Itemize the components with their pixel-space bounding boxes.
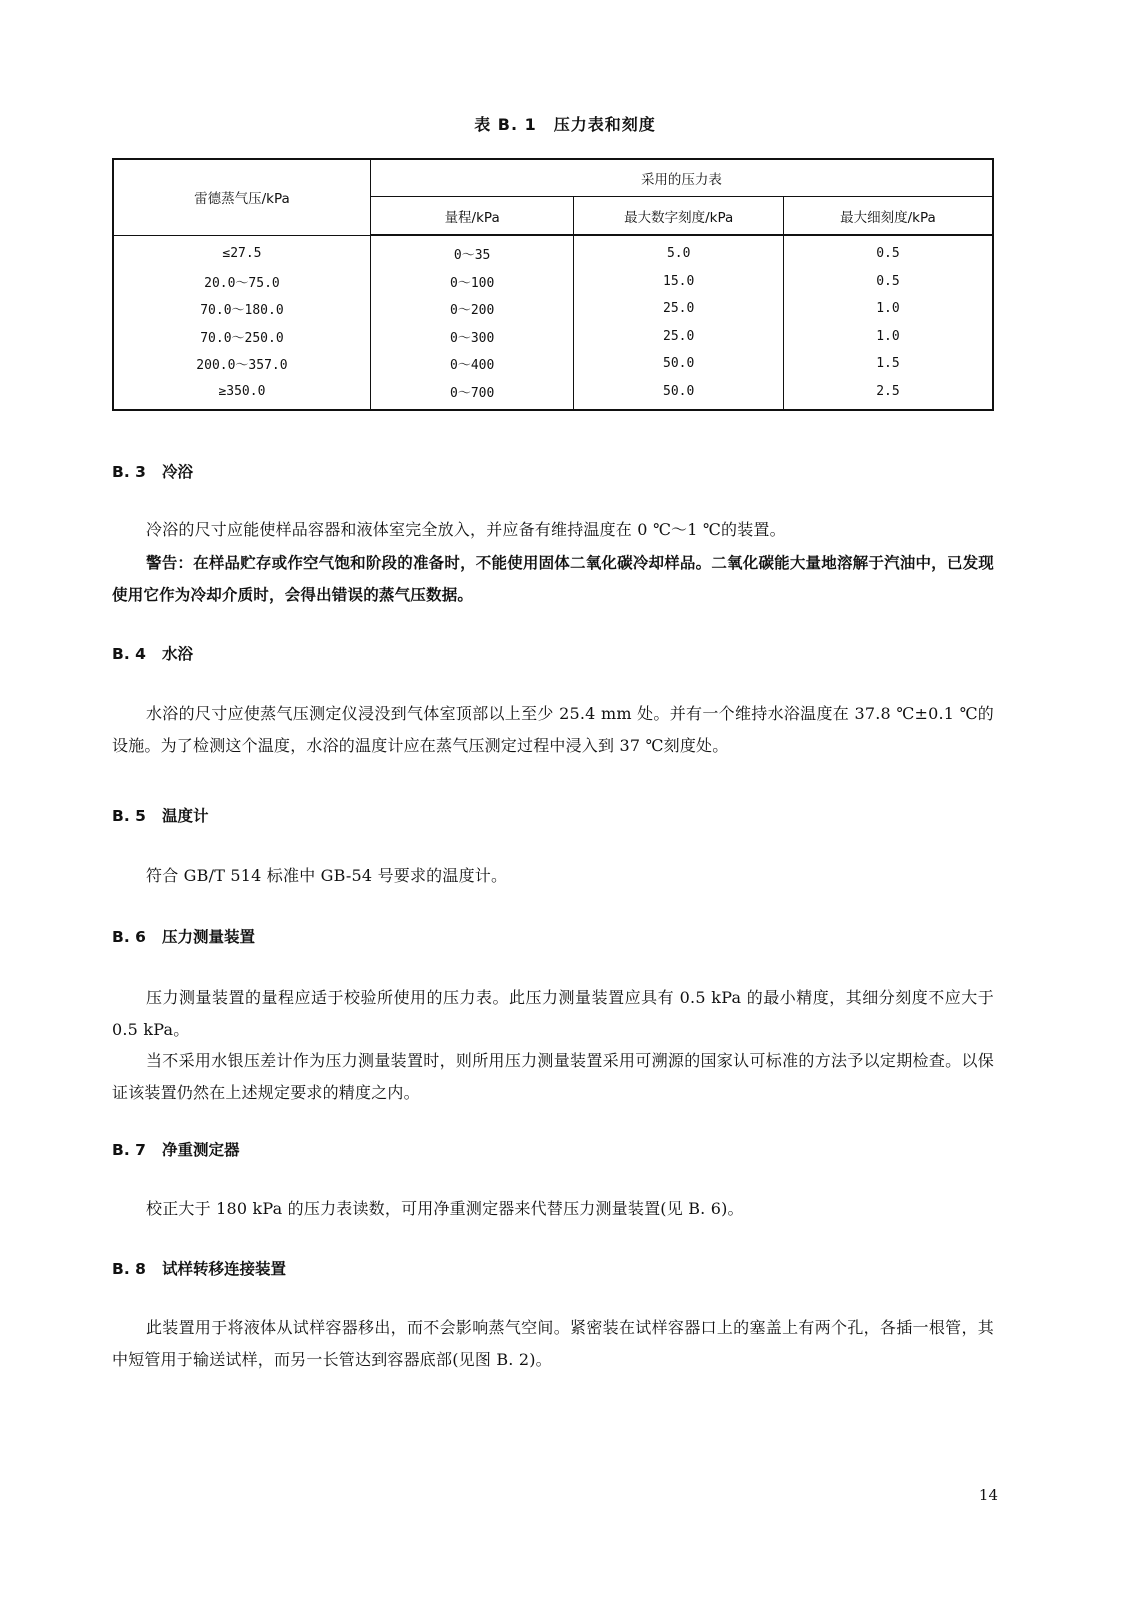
cell-fine-scale: 2.5 [783, 378, 993, 411]
section-heading-b7 [112, 1138, 240, 1160]
section-title: 水浴 [162, 645, 194, 663]
cell-range: 0～400 [370, 350, 574, 378]
section-title: 压力测量装置 [162, 928, 256, 946]
cell-vapor: 70.0～250.0 [113, 323, 370, 351]
table-row [113, 268, 993, 296]
header-gauge-group: 采用的压力表 [370, 159, 993, 197]
section-number: B. 3 [112, 463, 146, 481]
table-row [113, 235, 993, 268]
cell-digit-scale: 25.0 [574, 323, 784, 351]
section-number: B. 7 [112, 1141, 146, 1159]
section-number: B. 4 [112, 645, 146, 663]
cell-vapor: ≥350.0 [113, 378, 370, 411]
cell-fine-scale: 1.0 [783, 323, 993, 351]
page-number: 14 [978, 1486, 998, 1504]
section-title: 净重测定器 [162, 1141, 240, 1159]
section-heading-b6 [112, 925, 255, 947]
paragraph: 校正大于 180 kPa 的压力表读数，可用净重测定器来代替压力测量装置(见 B. 6)。 [146, 1199, 744, 1218]
section-heading-b8 [112, 1257, 286, 1279]
cell-digit-scale: 50.0 [574, 378, 784, 411]
cell-fine-scale: 0.5 [783, 235, 993, 268]
cell-range: 0～200 [370, 295, 574, 323]
paragraph: 冷浴的尺寸应能使样品容器和液体室完全放入，并应备有维持温度在 0 ℃～1 ℃的装置。 [146, 520, 786, 539]
table-row [113, 350, 993, 378]
cell-range: 0～300 [370, 323, 574, 351]
warning-paragraph: 警告：在样品贮存或作空气饱和阶段的准备时，不能使用固体二氧化碳冷却样品。二氧化碳能大量地溶解于汽油中，已发现使用它作为冷却介质时，会得出错误的蒸气压数据。 [112, 554, 994, 604]
cell-digit-scale: 25.0 [574, 295, 784, 323]
section-heading-b5 [112, 804, 209, 826]
cell-fine-scale: 1.0 [783, 295, 993, 323]
paragraph: 当不采用水银压差计作为压力测量装置时，则所用压力测量装置采用可溯源的国家认可标准的方法予以定期检查。以保证该装置仍然在上述规定要求的精度之内。 [112, 1051, 994, 1102]
header-max-fine-scale: 最大细刻度/kPa [783, 197, 993, 236]
paragraph: 压力测量装置的量程应适于校验所使用的压力表。此压力测量装置应具有 0.5 kPa 的最小精度，其细分刻度不应大于 0.5 kPa。 [112, 988, 994, 1039]
cell-vapor: 70.0～180.0 [113, 295, 370, 323]
table-title: 表 B. 1 压力表和刻度 [474, 115, 656, 134]
section-title: 温度计 [162, 807, 209, 825]
header-max-digit-scale: 最大数字刻度/kPa [574, 197, 784, 236]
table-row [113, 378, 993, 411]
cell-range: 0～100 [370, 268, 574, 296]
section-heading-b4 [112, 642, 193, 664]
cell-digit-scale: 50.0 [574, 350, 784, 378]
section-heading-b3 [112, 460, 193, 482]
paragraph: 水浴的尺寸应使蒸气压测定仪浸没到气体室顶部以上至少 25.4 mm 处。并有一个维持水浴温度在 37.8 ℃±0.1 ℃的设施。为了检测这个温度，水浴的温度计应在蒸气压测定过程中浸入到 37 ℃刻度处。 [112, 704, 994, 755]
section-number: B. 5 [112, 807, 146, 825]
cell-range: 0～700 [370, 378, 574, 411]
cell-digit-scale: 15.0 [574, 268, 784, 296]
cell-fine-scale: 0.5 [783, 268, 993, 296]
section-title: 试样转移连接装置 [162, 1260, 287, 1278]
cell-vapor: 20.0～75.0 [113, 268, 370, 296]
cell-vapor: 200.0～357.0 [113, 350, 370, 378]
pressure-gauge-table [112, 158, 994, 411]
header-range: 量程/kPa [370, 197, 574, 236]
cell-range: 0～35 [370, 235, 574, 268]
section-number: B. 8 [112, 1260, 146, 1278]
cell-fine-scale: 1.5 [783, 350, 993, 378]
cell-vapor: ≤27.5 [113, 235, 370, 268]
cell-digit-scale: 5.0 [574, 235, 784, 268]
table-row [113, 295, 993, 323]
paragraph: 此装置用于将液体从试样容器移出，而不会影响蒸气空间。紧密装在试样容器口上的塞盖上有两个孔，各插一根管，其中短管用于输送试样，而另一长管达到容器底部(见图 B. 2)。 [112, 1318, 994, 1369]
paragraph: 符合 GB/T 514 标准中 GB-54 号要求的温度计。 [146, 866, 508, 885]
table-row [113, 323, 993, 351]
header-vapor-pressure: 雷德蒸气压/kPa [113, 159, 370, 235]
section-title: 冷浴 [162, 463, 194, 481]
section-number: B. 6 [112, 928, 146, 946]
